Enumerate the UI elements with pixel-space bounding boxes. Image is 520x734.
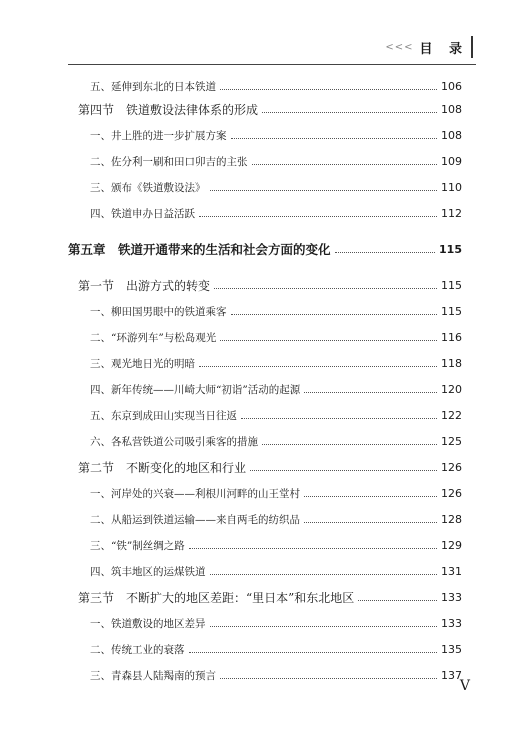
toc-item-row[interactable] — [78, 614, 462, 632]
toc-item-row[interactable] — [78, 178, 462, 196]
toc-chapter-row[interactable] — [68, 240, 462, 258]
toc-entry-title: 第四节 铁道敷设法律体系的形成 — [78, 102, 259, 117]
toc-page-number: 106 — [441, 79, 462, 93]
dot-leader — [252, 163, 438, 165]
toc-page-number: 110 — [441, 180, 462, 194]
toc-section-row[interactable] — [78, 458, 462, 476]
toc-entry-title: 三、观光地日光的明暗 — [90, 357, 195, 370]
toc-item-row[interactable] — [78, 536, 462, 554]
toc-item-row[interactable] — [78, 328, 462, 346]
toc-entry-title: 四、筑丰地区的运煤铁道 — [90, 565, 206, 578]
toc-entry-title: 一、铁道敷设的地区差异 — [90, 617, 206, 630]
toc-item-row[interactable] — [78, 380, 462, 398]
dot-leader — [220, 339, 437, 341]
toc-item-row[interactable] — [78, 562, 462, 580]
dot-leader — [335, 251, 436, 253]
toc-entry-title: 第一节 出游方式的转变 — [78, 278, 211, 293]
toc-item-row[interactable] — [78, 126, 462, 144]
toc-page-number: 133 — [441, 616, 462, 630]
dot-leader — [199, 215, 437, 217]
dot-leader — [304, 391, 437, 393]
dot-leader — [262, 443, 437, 445]
dot-leader — [189, 651, 438, 653]
toc-page-number: 109 — [441, 154, 462, 168]
toc-page-number: 115 — [439, 242, 462, 256]
toc-page-number: 115 — [441, 304, 462, 318]
toc-entry-title: 四、铁道申办日益活跃 — [90, 207, 195, 220]
toc-page-number: 112 — [441, 206, 462, 220]
dot-leader — [220, 677, 437, 679]
toc-entry-title: 一、柳田国男眼中的铁道乘客 — [90, 305, 227, 318]
toc-item-row[interactable] — [78, 302, 462, 320]
toc-page-number: 116 — [441, 330, 462, 344]
toc-page-number: 129 — [441, 538, 462, 552]
dot-leader — [214, 287, 437, 289]
toc-page-number: 126 — [441, 460, 462, 474]
dot-leader — [199, 365, 437, 367]
dot-leader — [262, 111, 437, 113]
header-vertical-rule — [471, 36, 473, 58]
toc-page-number: 118 — [441, 356, 462, 370]
dot-leader — [220, 88, 437, 90]
toc-page-number: 128 — [441, 512, 462, 526]
toc-section-row[interactable] — [78, 588, 462, 606]
toc-section-row[interactable] — [78, 100, 462, 118]
toc-page-number: 115 — [441, 278, 462, 292]
toc-entry-title: 一、井上胜的进一步扩展方案 — [90, 129, 227, 142]
toc-item-row[interactable] — [78, 432, 462, 450]
toc-entry-title: 一、河岸处的兴衰——利根川河畔的山王堂村 — [90, 487, 300, 500]
toc-entry-title: 二、“环游列车”与松岛观光 — [90, 331, 217, 344]
dot-leader — [304, 495, 437, 497]
toc-entry-title: 五、东京到成田山实现当日往返 — [90, 409, 237, 422]
dot-leader — [250, 469, 437, 471]
toc-item-row[interactable] — [78, 640, 462, 658]
dot-leader — [358, 599, 437, 601]
toc-entry-title: 二、佐分利一刷和田口卯吉的主张 — [90, 155, 248, 168]
toc-entry-title: 六、各私营铁道公司吸引乘客的措施 — [90, 435, 258, 448]
toc-entry-title: 第二节 不断变化的地区和行业 — [78, 460, 247, 475]
toc-entry-title: 第三节 不断扩大的地区差距：“里日本”和东北地区 — [78, 590, 355, 605]
toc-entry-title: 三、颁布《铁道敷设法》 — [90, 181, 206, 194]
toc-page-number: 125 — [441, 434, 462, 448]
toc-page-number: 131 — [441, 564, 462, 578]
toc-page-number: 120 — [441, 382, 462, 396]
toc-item-row[interactable] — [78, 77, 462, 95]
page-number: V — [459, 678, 470, 694]
toc-page-number: 135 — [441, 642, 462, 656]
dot-leader — [210, 625, 438, 627]
dot-leader — [304, 521, 437, 523]
toc-item-row[interactable] — [78, 354, 462, 372]
toc-item-row[interactable] — [78, 484, 462, 502]
toc-entry-title: 四、新年传统——川崎大师“初诣”活动的起源 — [90, 383, 301, 396]
header-title: 目 录 — [419, 42, 468, 57]
toc-entry-title: 二、传统工业的衰落 — [90, 643, 185, 656]
toc-entry-title: 第五章 铁道开通带来的生活和社会方面的变化 — [68, 242, 331, 257]
dot-leader — [231, 137, 438, 139]
toc-page-number: 122 — [441, 408, 462, 422]
toc-item-row[interactable] — [78, 204, 462, 222]
header-arrows: <<< — [385, 42, 414, 53]
toc-section-row[interactable] — [78, 276, 462, 294]
toc-item-row[interactable] — [78, 152, 462, 170]
toc-entry-title: 三、“铁”制丝绸之路 — [90, 539, 185, 552]
toc-page-number: 108 — [441, 128, 462, 142]
toc-page-number: 137 — [441, 668, 462, 682]
dot-leader — [210, 573, 438, 575]
toc-entry-title: 三、青森县人陆羯南的预言 — [90, 669, 216, 682]
dot-leader — [241, 417, 437, 419]
toc-item-row[interactable] — [78, 406, 462, 424]
toc-item-row[interactable] — [78, 510, 462, 528]
toc-item-row[interactable] — [78, 666, 462, 684]
dot-leader — [231, 313, 438, 315]
toc-page-number: 126 — [441, 486, 462, 500]
dot-leader — [189, 547, 437, 549]
toc-entry-title: 五、延伸到东北的日本铁道 — [90, 80, 216, 93]
toc-entry-title: 二、从船运到铁道运输——来自两毛的纺织品 — [90, 513, 300, 526]
toc-page-number: 108 — [441, 102, 462, 116]
dot-leader — [210, 189, 438, 191]
header-horizontal-rule — [68, 64, 476, 65]
running-header — [385, 38, 468, 57]
toc-page-number: 133 — [441, 590, 462, 604]
